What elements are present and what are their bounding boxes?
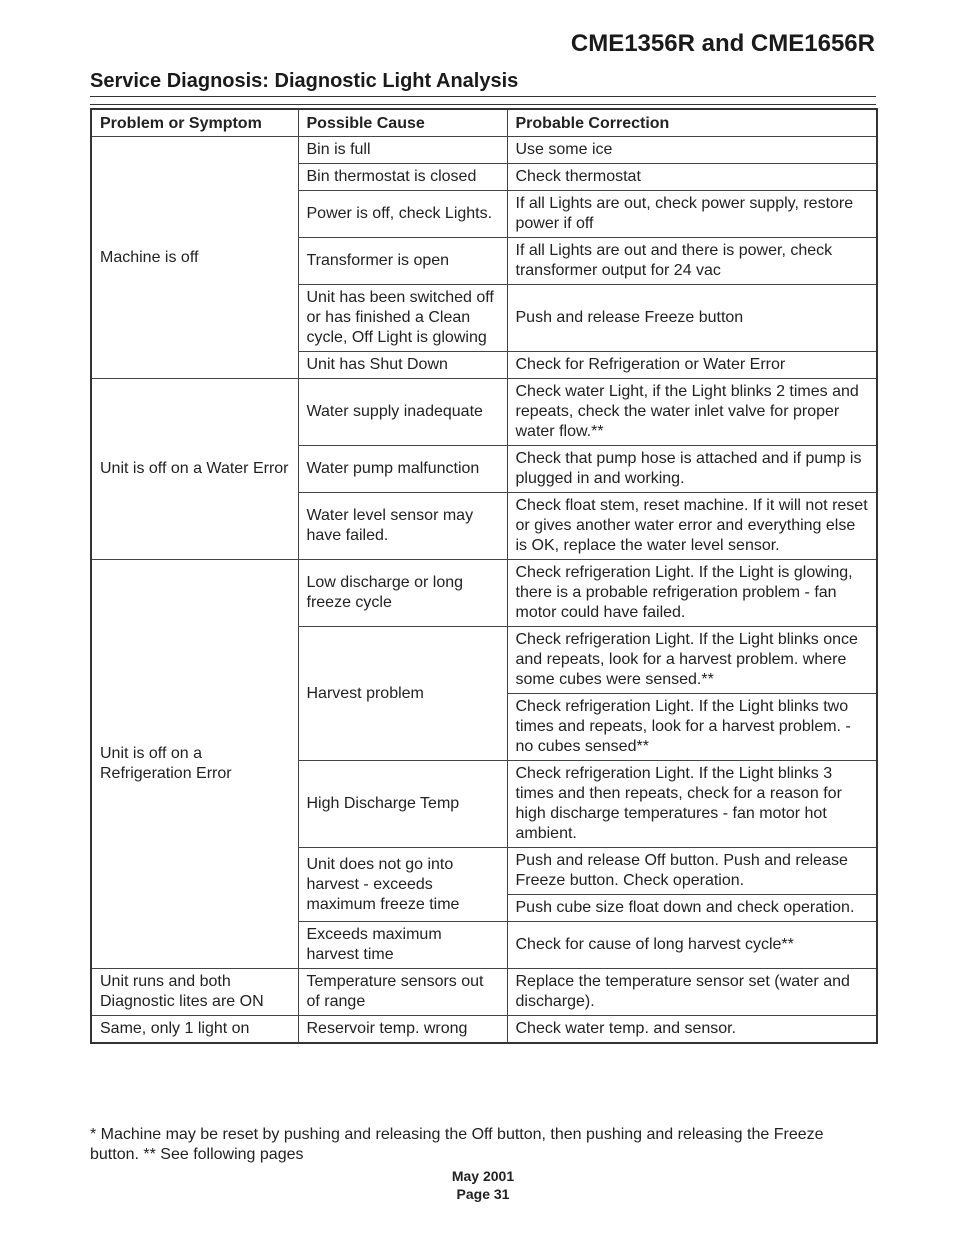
diagnostic-table [90,108,878,1044]
footer-date: May 2001 [451,1168,515,1184]
problem-cell: Machine is off [91,137,298,379]
cause-cell: High Discharge Temp [298,761,507,848]
cause-cell: Transformer is open [298,238,507,285]
cause-cell: Harvest problem [298,627,507,761]
footer-page-number: Page 31 [456,1186,510,1202]
correction-cell: Check refrigeration Light. If the Light is glowing, there is a probable refrigeration problem - fan motor could have failed. [507,560,877,627]
correction-cell: Check refrigeration Light. If the Light blinks two times and repeats, look for a harvest problem. - no cubes sensed** [507,694,877,761]
correction-cell: Push cube size float down and check operation. [507,895,877,922]
problem-cell: Unit is off on a Water Error [91,379,298,560]
table-row [91,969,877,1016]
cause-cell: Reservoir temp. wrong [298,1016,507,1044]
correction-cell: Push and release Freeze button [507,285,877,352]
section-title: Service Diagnosis: Diagnostic Light Analysis [90,70,519,92]
cause-cell: Water level sensor may have failed. [298,493,507,560]
correction-cell: If all Lights are out, check power supply, restore power if off [507,191,877,238]
cause-cell: Unit has Shut Down [298,352,507,379]
correction-cell: Use some ice [507,137,877,164]
footnote: * Machine may be reset by pushing and releasing the Off button, then pushing and releasing the Freeze button. ** See following pages [90,1126,824,1163]
correction-cell: Check for cause of long harvest cycle** [507,922,877,969]
model-title: CME1356R and CME1656R [570,30,875,57]
correction-cell: Check thermostat [507,164,877,191]
table-row [91,1016,877,1044]
correction-cell: Check water temp. and sensor. [507,1016,877,1044]
correction-cell: If all Lights are out and there is power, check transformer output for 24 vac [507,238,877,285]
table-row [91,137,877,164]
cause-cell: Bin thermostat is closed [298,164,507,191]
problem-cell: Same, only 1 light on [91,1016,298,1044]
cause-cell: Low discharge or long freeze cycle [298,560,507,627]
table-row [91,379,877,446]
table-top-rule [90,104,876,105]
correction-cell: Push and release Off button. Push and release Freeze button. Check operation. [507,848,877,895]
correction-cell: Replace the temperature sensor set (water and discharge). [507,969,877,1016]
title-rule [90,96,876,97]
column-header-correction: Probable Correction [507,109,877,137]
correction-cell: Check refrigeration Light. If the Light blinks 3 times and then repeats, check for a reason for high discharge temperatures - fan motor hot ambient. [507,761,877,848]
table-header-row [91,109,877,137]
problem-cell: Unit is off on a Refrigeration Error [91,560,298,969]
correction-cell: Check that pump hose is attached and if pump is plugged in and working. [507,446,877,493]
cause-cell: Temperature sensors out of range [298,969,507,1016]
cause-cell: Exceeds maximum harvest time [298,922,507,969]
cause-cell: Unit does not go into harvest - exceeds maximum freeze time [298,848,507,922]
column-header-problem: Problem or Symptom [91,109,298,137]
cause-cell: Water supply inadequate [298,379,507,446]
cause-cell: Unit has been switched off or has finished a Clean cycle, Off Light is glowing [298,285,507,352]
cause-cell: Water pump malfunction [298,446,507,493]
table-row [91,560,877,627]
correction-cell: Check water Light, if the Light blinks 2 times and repeats, check the water inlet valve for proper water flow.** [507,379,877,446]
correction-cell: Check refrigeration Light. If the Light blinks once and repeats, look for a harvest problem. where some cubes were sensed.** [507,627,877,694]
correction-cell: Check float stem, reset machine. If it will not reset or gives another water error and everything else is OK, replace the water level sensor. [507,493,877,560]
correction-cell: Check for Refrigeration or Water Error [507,352,877,379]
column-header-cause: Possible Cause [298,109,507,137]
cause-cell: Bin is full [298,137,507,164]
cause-cell: Power is off, check Lights. [298,191,507,238]
problem-cell: Unit runs and both Diagnostic lites are ON [91,969,298,1016]
